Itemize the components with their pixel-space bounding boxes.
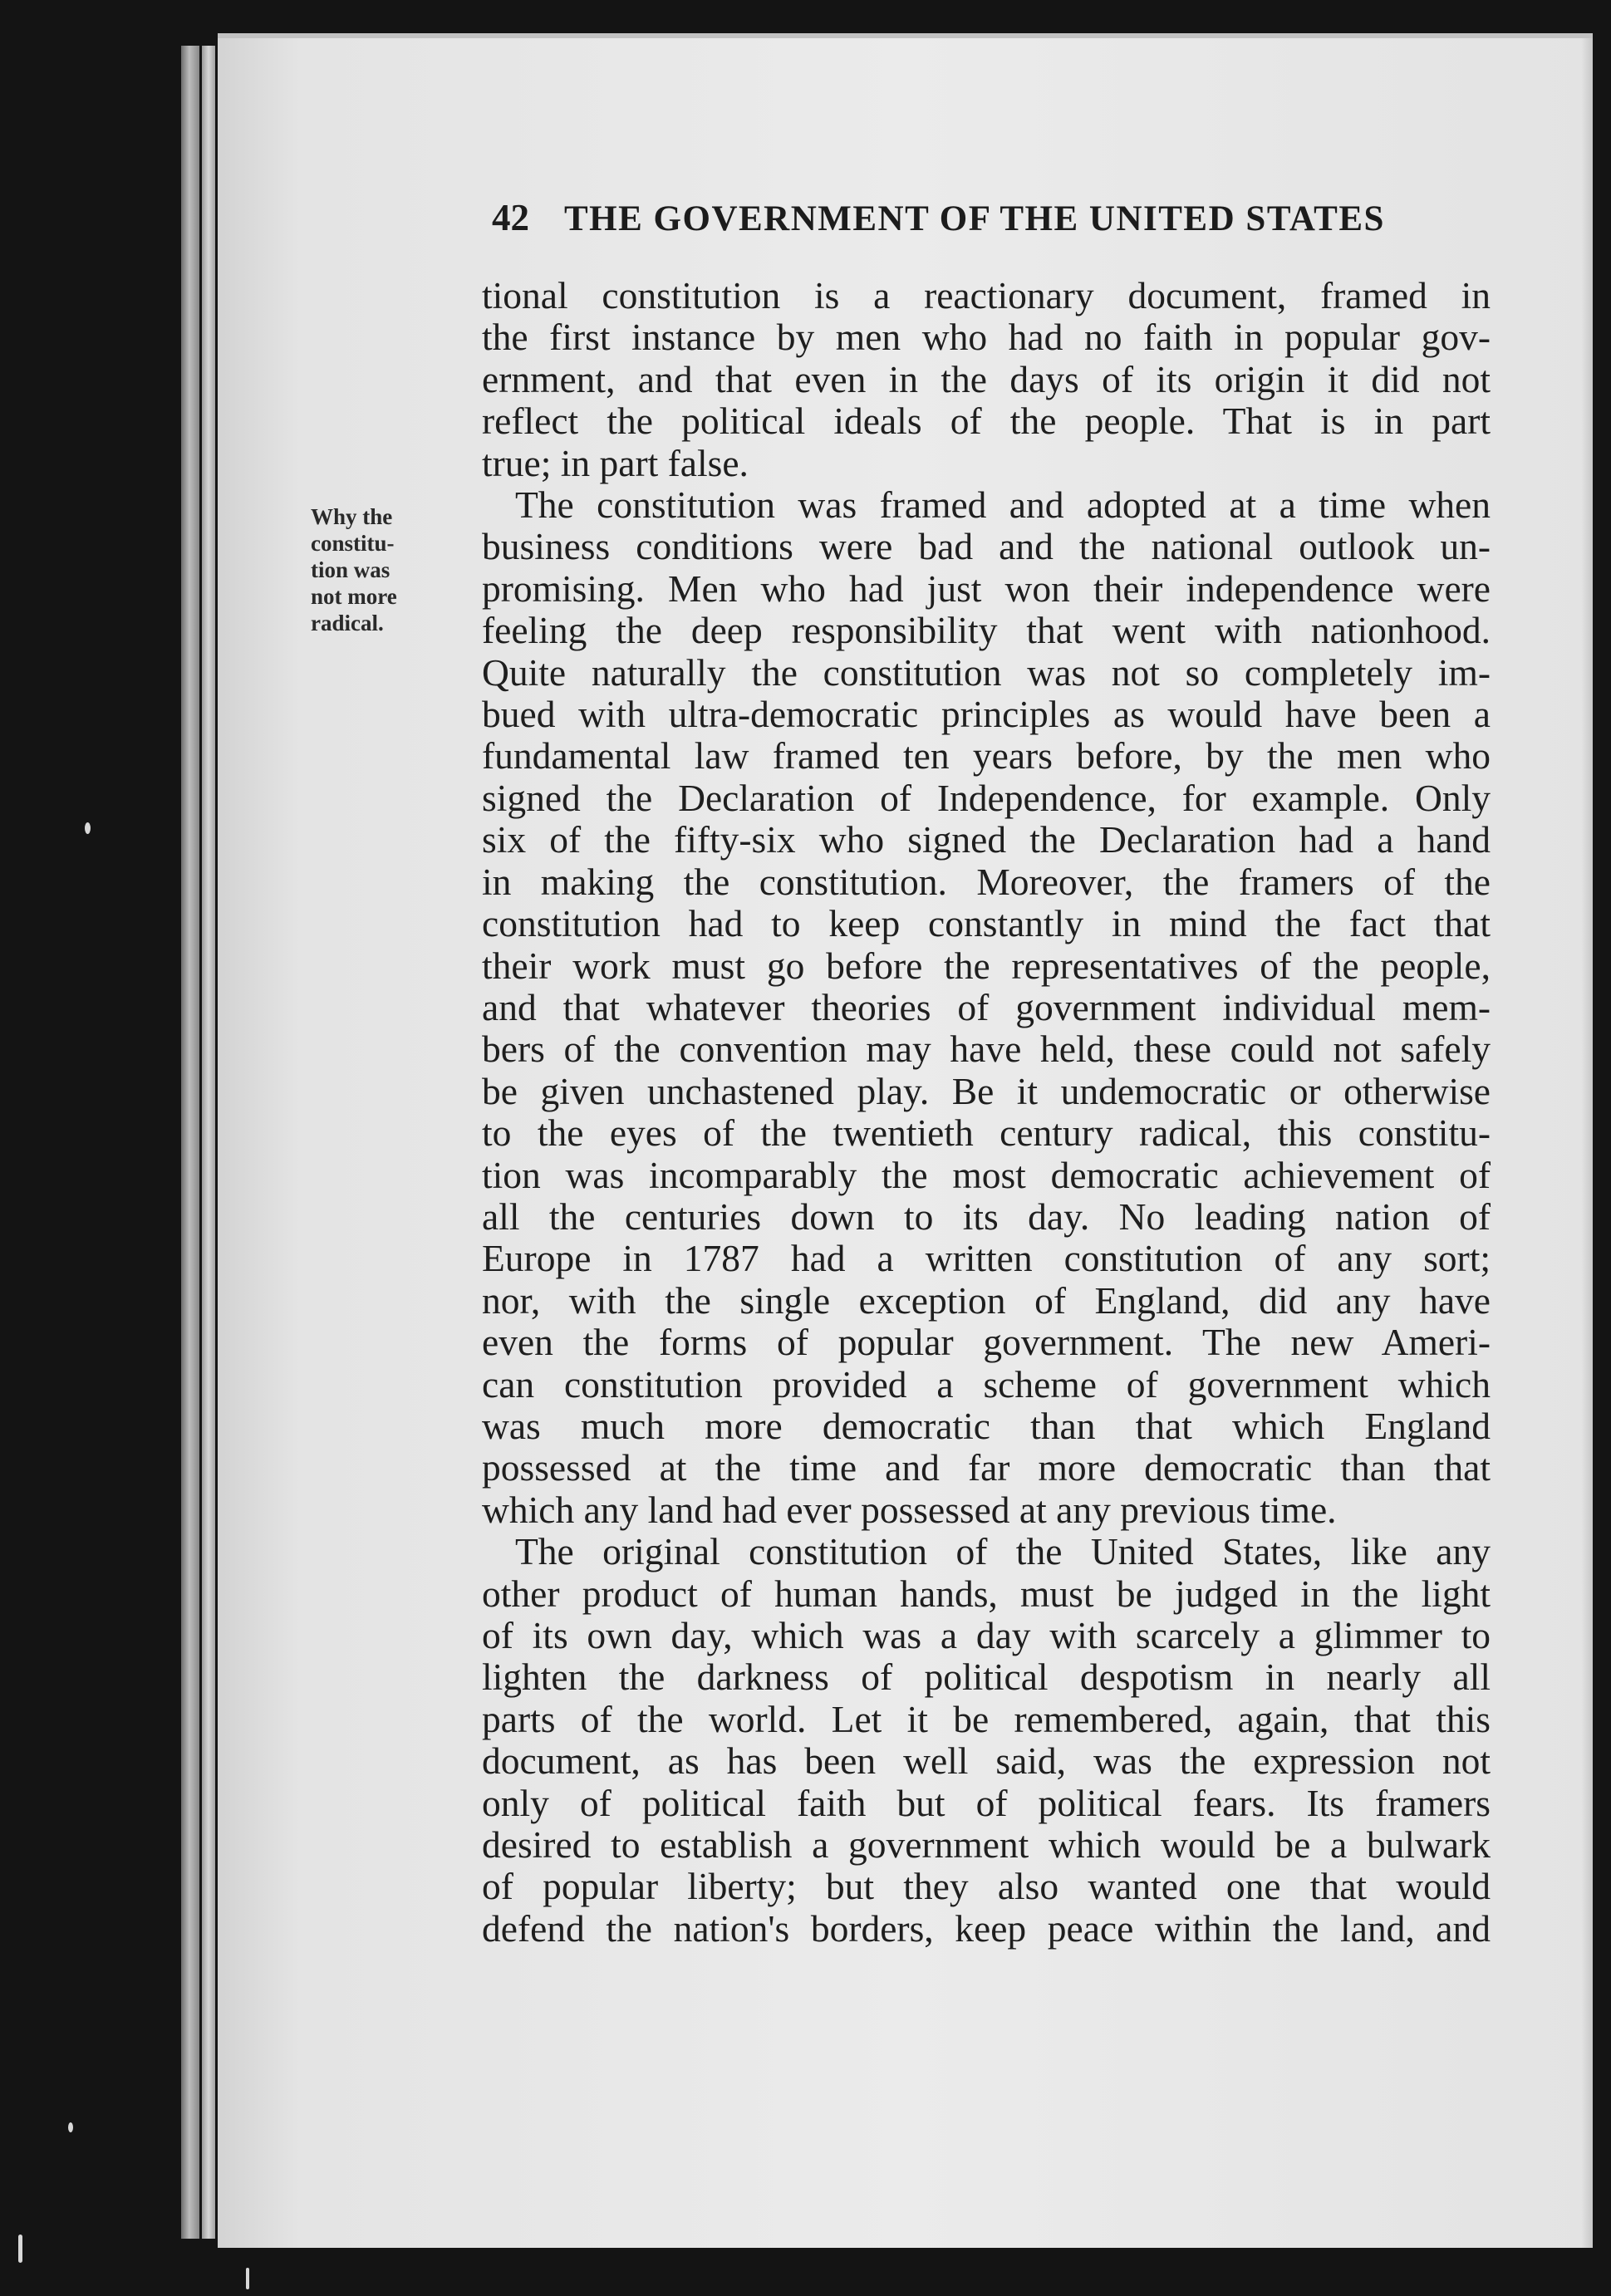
text-line: even the forms of popular government. The new Ameri- <box>482 1321 1491 1364</box>
running-head <box>492 196 1472 239</box>
text-line: bers of the convention may have held, these could not safely <box>482 1028 1491 1071</box>
text-line: other product of human hands, must be judged in the light <box>482 1572 1491 1615</box>
page-shadow <box>1581 38 1593 2248</box>
text-line: fundamental law framed ten years before, by the men who <box>482 734 1491 778</box>
text-line: parts of the world. Let it be remembered, again, that this <box>482 1697 1491 1740</box>
marginal-note-line: constitu- <box>311 531 395 556</box>
text-line: all the centuries down to its day. No leading nation of <box>482 1195 1491 1238</box>
text-line: feeling the deep responsibility that went with nationhood. <box>482 609 1491 652</box>
text-line: lighten the darkness of political despotism in nearly all <box>482 1656 1491 1699</box>
text-line: possessed at the time and far more democratic than that <box>482 1446 1491 1489</box>
text-line: of its own day, which was a day with scarcely a glimmer to <box>482 1614 1491 1656</box>
text-line: and that whatever theories of government individual mem- <box>482 985 1491 1028</box>
marginal-note-line: not more <box>311 584 397 609</box>
text-line: be given unchastened play. Be it undemocratic or otherwise <box>482 1069 1491 1112</box>
text-line: signed the Declaration of Independence, for example. Only <box>482 776 1491 819</box>
paragraph-start-line: The constitution was framed and adopted at a time when <box>515 483 1491 527</box>
text-line: true; in part false. <box>482 441 749 484</box>
text-line: bued with ultra-democratic principles as would have been a <box>482 693 1491 736</box>
marginal-note-line: tion was <box>311 557 390 582</box>
text-line: tion was incomparably the most democratic achievement of <box>482 1153 1491 1196</box>
paragraph-start-line: The original constitution of the United States, like any <box>515 1530 1491 1573</box>
text-line: to the eyes of the twentieth century radical, this constitu- <box>482 1111 1491 1155</box>
text-line: desired to establish a government which would be a bulwark <box>482 1823 1491 1867</box>
text-line: only of political faith but of political fears. Its framers <box>482 1781 1491 1824</box>
film-speck <box>85 822 91 834</box>
text-line: can constitution provided a scheme of government which <box>482 1362 1491 1406</box>
text-line: the first instance by men who had no faith in popular gov- <box>482 316 1491 359</box>
text-line: their work must go before the representatives of the people, <box>482 944 1491 987</box>
text-line: Europe in 1787 had a written constitution of any sort; <box>482 1237 1491 1280</box>
text-line: tional constitution is a reactionary document, framed in <box>482 274 1491 316</box>
text-line: nor, with the single exception of England, did any have <box>482 1278 1491 1322</box>
film-speck <box>246 2268 249 2289</box>
text-line: ernment, and that even in the days of its origin it did not <box>482 357 1491 400</box>
text-line: of popular liberty; but they also wanted one that would <box>482 1865 1491 1908</box>
marginal-note-line: radical. <box>311 611 384 635</box>
page-binding-edge <box>202 46 215 2239</box>
text-line: which any land had ever possessed at any previous time. <box>482 1488 1337 1531</box>
marginal-note <box>311 503 452 636</box>
text-line: promising. Men who had just won their independence were <box>482 567 1491 610</box>
body-text <box>482 275 1491 1950</box>
page-number: 42 <box>492 197 529 238</box>
film-speck <box>68 2122 73 2132</box>
text-line: in making the constitution. Moreover, the framers of the <box>482 860 1491 903</box>
book-title: THE GOVERNMENT OF THE UNITED STATES <box>564 199 1385 238</box>
text-line: document, as has been well said, was the expression not <box>482 1739 1491 1783</box>
text-line: defend the nation's borders, keep peace within the land, and <box>482 1906 1491 1950</box>
marginal-note-line: Why the <box>311 504 393 529</box>
text-line: business conditions were bad and the national outlook un- <box>482 525 1491 568</box>
text-line: was much more democratic than that which England <box>482 1404 1491 1447</box>
film-speck <box>18 2235 22 2263</box>
scanned-page <box>218 33 1593 2248</box>
text-line: Quite naturally the constitution was not so completely im- <box>482 650 1491 694</box>
text-line: reflect the political ideals of the people. That is in part <box>482 400 1491 443</box>
text-line: constitution had to keep constantly in mind the fact that <box>482 902 1491 945</box>
text-line: six of the fifty-six who signed the Declaration had a hand <box>482 818 1491 861</box>
film-edge-strip <box>181 46 199 2239</box>
